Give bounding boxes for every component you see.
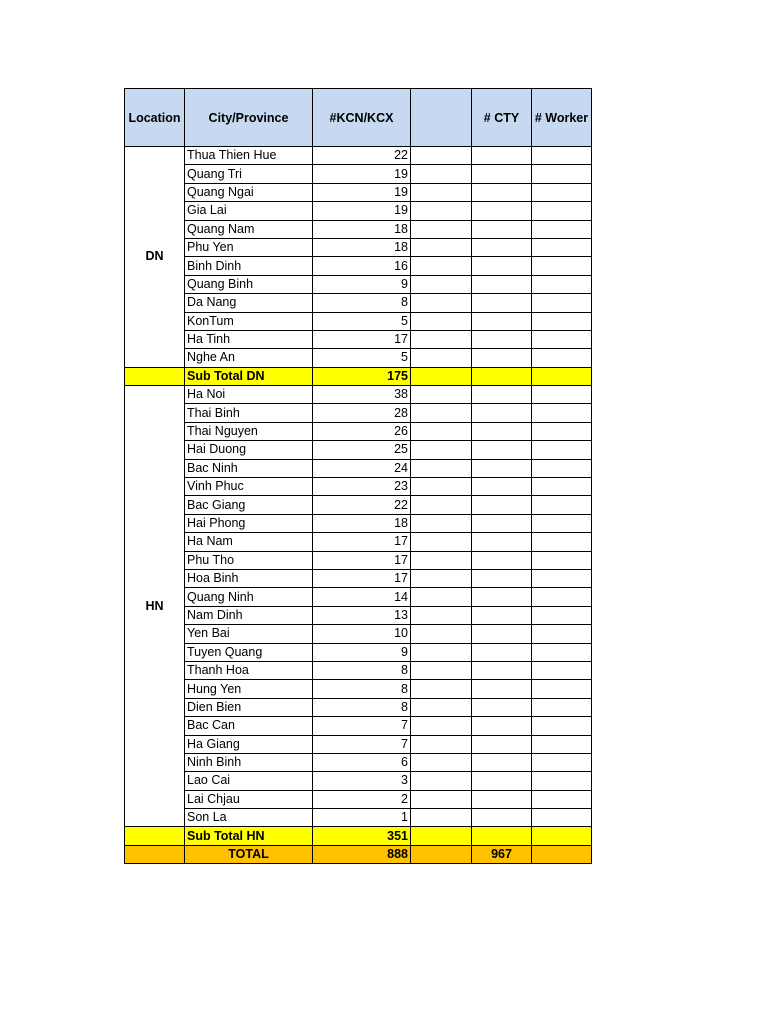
city-cell[interactable]: Bac Giang <box>185 496 313 514</box>
city-cell[interactable]: Bac Can <box>185 717 313 735</box>
worker-cell[interactable] <box>532 790 592 808</box>
kcn-cell[interactable]: 8 <box>313 661 411 679</box>
table-row <box>125 183 592 201</box>
table-row <box>125 238 592 256</box>
city-cell[interactable]: Bac Ninh <box>185 459 313 477</box>
city-cell[interactable]: Quang Ninh <box>185 588 313 606</box>
worker-cell[interactable] <box>532 625 592 643</box>
worker-cell[interactable] <box>532 735 592 753</box>
blank-cell[interactable] <box>411 386 472 404</box>
kcn-cell[interactable]: 9 <box>313 275 411 293</box>
kcn-cell[interactable]: 8 <box>313 698 411 716</box>
table-row <box>125 790 592 808</box>
kcn-cell[interactable]: 17 <box>313 533 411 551</box>
worker-cell[interactable] <box>532 275 592 293</box>
kcn-cell[interactable]: 17 <box>313 551 411 569</box>
total-location-cell[interactable] <box>125 845 185 863</box>
city-cell[interactable]: Lao Cai <box>185 772 313 790</box>
cty-cell[interactable] <box>472 717 532 735</box>
table-row <box>125 220 592 238</box>
worker-cell[interactable] <box>532 588 592 606</box>
table-row <box>125 349 592 367</box>
cty-cell[interactable] <box>472 312 532 330</box>
city-cell[interactable]: Thai Nguyen <box>185 422 313 440</box>
kcn-cell[interactable]: 7 <box>313 717 411 735</box>
table-row <box>125 661 592 679</box>
subtotal-row <box>125 827 592 845</box>
kcn-cell[interactable]: 24 <box>313 459 411 477</box>
worker-cell[interactable] <box>532 661 592 679</box>
city-cell[interactable]: Ha Nam <box>185 533 313 551</box>
kcn-cell[interactable]: 10 <box>313 625 411 643</box>
blank-cell[interactable] <box>411 717 472 735</box>
table-row <box>125 698 592 716</box>
table-row <box>125 551 592 569</box>
header-cty[interactable]: # CTY <box>472 89 532 147</box>
worker-cell[interactable] <box>532 312 592 330</box>
kcn-cell[interactable]: 17 <box>313 569 411 587</box>
cty-cell[interactable] <box>472 588 532 606</box>
cty-cell[interactable] <box>472 165 532 183</box>
worker-cell[interactable] <box>532 717 592 735</box>
cty-cell[interactable] <box>472 330 532 348</box>
city-cell[interactable]: Son La <box>185 809 313 827</box>
blank-cell[interactable] <box>411 698 472 716</box>
kcn-cell[interactable]: 25 <box>313 441 411 459</box>
cty-cell[interactable] <box>472 275 532 293</box>
cty-cell[interactable] <box>472 735 532 753</box>
blank-cell[interactable] <box>411 533 472 551</box>
city-cell[interactable]: Da Nang <box>185 294 313 312</box>
kcn-cell[interactable]: 14 <box>313 588 411 606</box>
cty-cell[interactable] <box>472 533 532 551</box>
kcn-cell[interactable]: 18 <box>313 514 411 532</box>
table-row <box>125 606 592 624</box>
subtotal-label[interactable]: Sub Total DN <box>185 367 313 385</box>
city-cell[interactable]: Hai Phong <box>185 514 313 532</box>
cty-cell[interactable] <box>472 220 532 238</box>
worker-cell[interactable] <box>532 772 592 790</box>
blank-cell[interactable] <box>411 680 472 698</box>
table-row <box>125 312 592 330</box>
blank-cell[interactable] <box>411 772 472 790</box>
total-row <box>125 845 592 863</box>
city-cell[interactable]: Tuyen Quang <box>185 643 313 661</box>
subtotal-row <box>125 367 592 385</box>
city-cell[interactable]: Yen Bai <box>185 625 313 643</box>
worker-cell[interactable] <box>532 643 592 661</box>
kcn-cell[interactable]: 28 <box>313 404 411 422</box>
worker-cell[interactable] <box>532 147 592 165</box>
cty-cell[interactable] <box>472 294 532 312</box>
cty-cell[interactable] <box>472 569 532 587</box>
table-row <box>125 514 592 532</box>
blank-cell[interactable] <box>411 625 472 643</box>
kcn-cell[interactable]: 5 <box>313 349 411 367</box>
cty-cell[interactable] <box>472 422 532 440</box>
table-row <box>125 459 592 477</box>
city-cell[interactable]: Binh Dinh <box>185 257 313 275</box>
worker-cell[interactable] <box>532 680 592 698</box>
kcn-cell[interactable]: 8 <box>313 294 411 312</box>
worker-cell[interactable] <box>532 257 592 275</box>
city-cell[interactable]: Dien Bien <box>185 698 313 716</box>
cty-cell[interactable] <box>472 772 532 790</box>
worker-cell[interactable] <box>532 753 592 771</box>
subtotal-cty[interactable] <box>472 367 532 385</box>
worker-cell[interactable] <box>532 514 592 532</box>
cty-cell[interactable] <box>472 514 532 532</box>
blank-cell[interactable] <box>411 330 472 348</box>
blank-cell[interactable] <box>411 183 472 201</box>
table-row <box>125 588 592 606</box>
table-row <box>125 569 592 587</box>
worker-cell[interactable] <box>532 459 592 477</box>
table-body <box>125 147 592 864</box>
cty-cell[interactable] <box>472 386 532 404</box>
cty-cell[interactable] <box>472 257 532 275</box>
worker-cell[interactable] <box>532 478 592 496</box>
blank-cell[interactable] <box>411 496 472 514</box>
kcn-cell[interactable]: 16 <box>313 257 411 275</box>
cty-cell[interactable] <box>472 238 532 256</box>
cty-cell[interactable] <box>472 147 532 165</box>
cty-cell[interactable] <box>472 349 532 367</box>
table-row <box>125 680 592 698</box>
kcn-cell[interactable]: 19 <box>313 165 411 183</box>
total-label[interactable]: TOTAL <box>185 845 313 863</box>
cty-cell[interactable] <box>472 680 532 698</box>
subtotal-cty[interactable] <box>472 827 532 845</box>
worker-cell[interactable] <box>532 441 592 459</box>
city-cell[interactable]: Hung Yen <box>185 680 313 698</box>
kcn-cell[interactable]: 7 <box>313 735 411 753</box>
blank-cell[interactable] <box>411 643 472 661</box>
kcn-cell[interactable]: 19 <box>313 202 411 220</box>
blank-cell[interactable] <box>411 404 472 422</box>
table-row <box>125 496 592 514</box>
table-row <box>125 257 592 275</box>
subtotal-location-cell[interactable] <box>125 827 185 845</box>
worker-cell[interactable] <box>532 404 592 422</box>
total-blank[interactable] <box>411 845 472 863</box>
cty-cell[interactable] <box>472 496 532 514</box>
worker-cell[interactable] <box>532 533 592 551</box>
cty-cell[interactable] <box>472 606 532 624</box>
subtotal-worker[interactable] <box>532 367 592 385</box>
kcn-cell[interactable]: 5 <box>313 312 411 330</box>
city-cell[interactable]: KonTum <box>185 312 313 330</box>
kcn-cell[interactable]: 18 <box>313 238 411 256</box>
city-cell[interactable]: Ha Giang <box>185 735 313 753</box>
subtotal-worker[interactable] <box>532 827 592 845</box>
table-row <box>125 735 592 753</box>
city-cell[interactable]: Hai Duong <box>185 441 313 459</box>
city-cell[interactable]: Ha Noi <box>185 386 313 404</box>
kcn-cell[interactable]: 8 <box>313 680 411 698</box>
blank-cell[interactable] <box>411 569 472 587</box>
header-city-province[interactable]: City/Province <box>185 89 313 147</box>
kcn-cell[interactable]: 19 <box>313 183 411 201</box>
worker-cell[interactable] <box>532 569 592 587</box>
location-cell[interactable]: DN <box>125 147 185 368</box>
blank-cell[interactable] <box>411 514 472 532</box>
blank-cell[interactable] <box>411 735 472 753</box>
city-cell[interactable]: Phu Yen <box>185 238 313 256</box>
cty-cell[interactable] <box>472 441 532 459</box>
city-cell[interactable]: Thanh Hoa <box>185 661 313 679</box>
blank-cell[interactable] <box>411 478 472 496</box>
cty-cell[interactable] <box>472 790 532 808</box>
blank-cell[interactable] <box>411 441 472 459</box>
location-cell[interactable]: HN <box>125 386 185 827</box>
cty-cell[interactable] <box>472 643 532 661</box>
kcn-cell[interactable]: 2 <box>313 790 411 808</box>
city-cell[interactable]: Thua Thien Hue <box>185 147 313 165</box>
total-kcn[interactable]: 888 <box>313 845 411 863</box>
blank-cell[interactable] <box>411 422 472 440</box>
kcn-cell[interactable]: 6 <box>313 753 411 771</box>
table-row <box>125 772 592 790</box>
blank-cell[interactable] <box>411 551 472 569</box>
worker-cell[interactable] <box>532 496 592 514</box>
worker-cell[interactable] <box>532 606 592 624</box>
header-row <box>125 89 592 147</box>
kcn-cell[interactable]: 1 <box>313 809 411 827</box>
subtotal-location-cell[interactable] <box>125 367 185 385</box>
table-row <box>125 202 592 220</box>
worker-cell[interactable] <box>532 809 592 827</box>
cty-cell[interactable] <box>472 404 532 422</box>
worker-cell[interactable] <box>532 698 592 716</box>
blank-cell[interactable] <box>411 202 472 220</box>
table-row <box>125 422 592 440</box>
worker-cell[interactable] <box>532 422 592 440</box>
city-cell[interactable]: Ninh Binh <box>185 753 313 771</box>
table-row <box>125 147 592 165</box>
table-row <box>125 441 592 459</box>
city-cell[interactable]: Gia Lai <box>185 202 313 220</box>
blank-cell[interactable] <box>411 606 472 624</box>
blank-cell[interactable] <box>411 165 472 183</box>
blank-cell[interactable] <box>411 238 472 256</box>
city-cell[interactable]: Lai Chjau <box>185 790 313 808</box>
kcn-cell[interactable]: 18 <box>313 220 411 238</box>
subtotal-blank[interactable] <box>411 827 472 845</box>
worker-cell[interactable] <box>532 330 592 348</box>
city-cell[interactable]: Hoa Binh <box>185 569 313 587</box>
cty-cell[interactable] <box>472 625 532 643</box>
header-worker[interactable]: # Worker <box>532 89 592 147</box>
city-cell[interactable]: Quang Tri <box>185 165 313 183</box>
kcn-cell[interactable]: 22 <box>313 496 411 514</box>
subtotal-label[interactable]: Sub Total HN <box>185 827 313 845</box>
city-cell[interactable]: Nghe An <box>185 349 313 367</box>
cty-cell[interactable] <box>472 698 532 716</box>
kcn-cell[interactable]: 23 <box>313 478 411 496</box>
header-location[interactable]: Location <box>125 89 185 147</box>
worker-cell[interactable] <box>532 220 592 238</box>
city-cell[interactable]: Ha Tinh <box>185 330 313 348</box>
table-row <box>125 330 592 348</box>
city-cell[interactable]: Quang Ngai <box>185 183 313 201</box>
worker-cell[interactable] <box>532 551 592 569</box>
worker-cell[interactable] <box>532 183 592 201</box>
kcn-cell[interactable]: 38 <box>313 386 411 404</box>
cty-cell[interactable] <box>472 753 532 771</box>
worker-cell[interactable] <box>532 294 592 312</box>
blank-cell[interactable] <box>411 661 472 679</box>
blank-cell[interactable] <box>411 588 472 606</box>
kcn-cell[interactable]: 17 <box>313 330 411 348</box>
cty-cell[interactable] <box>472 459 532 477</box>
header-kcn-kcx[interactable]: #KCN/KCX <box>313 89 411 147</box>
kcn-cell[interactable]: 3 <box>313 772 411 790</box>
cty-cell[interactable] <box>472 809 532 827</box>
table-row <box>125 165 592 183</box>
blank-cell[interactable] <box>411 753 472 771</box>
worker-cell[interactable] <box>532 165 592 183</box>
cty-cell[interactable] <box>472 183 532 201</box>
kcn-cell[interactable]: 26 <box>313 422 411 440</box>
cty-cell[interactable] <box>472 478 532 496</box>
kcn-cell[interactable]: 22 <box>313 147 411 165</box>
table-row <box>125 809 592 827</box>
blank-cell[interactable] <box>411 459 472 477</box>
table-row <box>125 386 592 404</box>
city-cell[interactable]: Thai Binh <box>185 404 313 422</box>
kcn-cell[interactable]: 9 <box>313 643 411 661</box>
blank-cell[interactable] <box>411 294 472 312</box>
cty-cell[interactable] <box>472 661 532 679</box>
city-cell[interactable]: Nam Dinh <box>185 606 313 624</box>
blank-cell[interactable] <box>411 790 472 808</box>
table-row <box>125 478 592 496</box>
table-row <box>125 643 592 661</box>
table-row <box>125 404 592 422</box>
subtotal-blank[interactable] <box>411 367 472 385</box>
table-row <box>125 717 592 735</box>
worker-cell[interactable] <box>532 386 592 404</box>
blank-cell[interactable] <box>411 275 472 293</box>
city-cell[interactable]: Phu Tho <box>185 551 313 569</box>
blank-cell[interactable] <box>411 809 472 827</box>
blank-cell[interactable] <box>411 349 472 367</box>
subtotal-kcn[interactable]: 351 <box>313 827 411 845</box>
worker-cell[interactable] <box>532 349 592 367</box>
city-cell[interactable]: Vinh Phuc <box>185 478 313 496</box>
table-row <box>125 275 592 293</box>
kcn-cell[interactable]: 13 <box>313 606 411 624</box>
table-row <box>125 753 592 771</box>
header-blank[interactable] <box>411 89 472 147</box>
blank-cell[interactable] <box>411 312 472 330</box>
table-row <box>125 625 592 643</box>
table-row <box>125 294 592 312</box>
subtotal-kcn[interactable]: 175 <box>313 367 411 385</box>
city-cell[interactable]: Quang Nam <box>185 220 313 238</box>
spreadsheet-table <box>124 88 592 864</box>
blank-cell[interactable] <box>411 220 472 238</box>
cty-cell[interactable] <box>472 551 532 569</box>
worker-cell[interactable] <box>532 238 592 256</box>
worker-cell[interactable] <box>532 202 592 220</box>
total-worker[interactable] <box>532 845 592 863</box>
blank-cell[interactable] <box>411 147 472 165</box>
table-row <box>125 533 592 551</box>
cty-cell[interactable] <box>472 202 532 220</box>
blank-cell[interactable] <box>411 257 472 275</box>
city-cell[interactable]: Quang Binh <box>185 275 313 293</box>
total-cty[interactable]: 967 <box>472 845 532 863</box>
